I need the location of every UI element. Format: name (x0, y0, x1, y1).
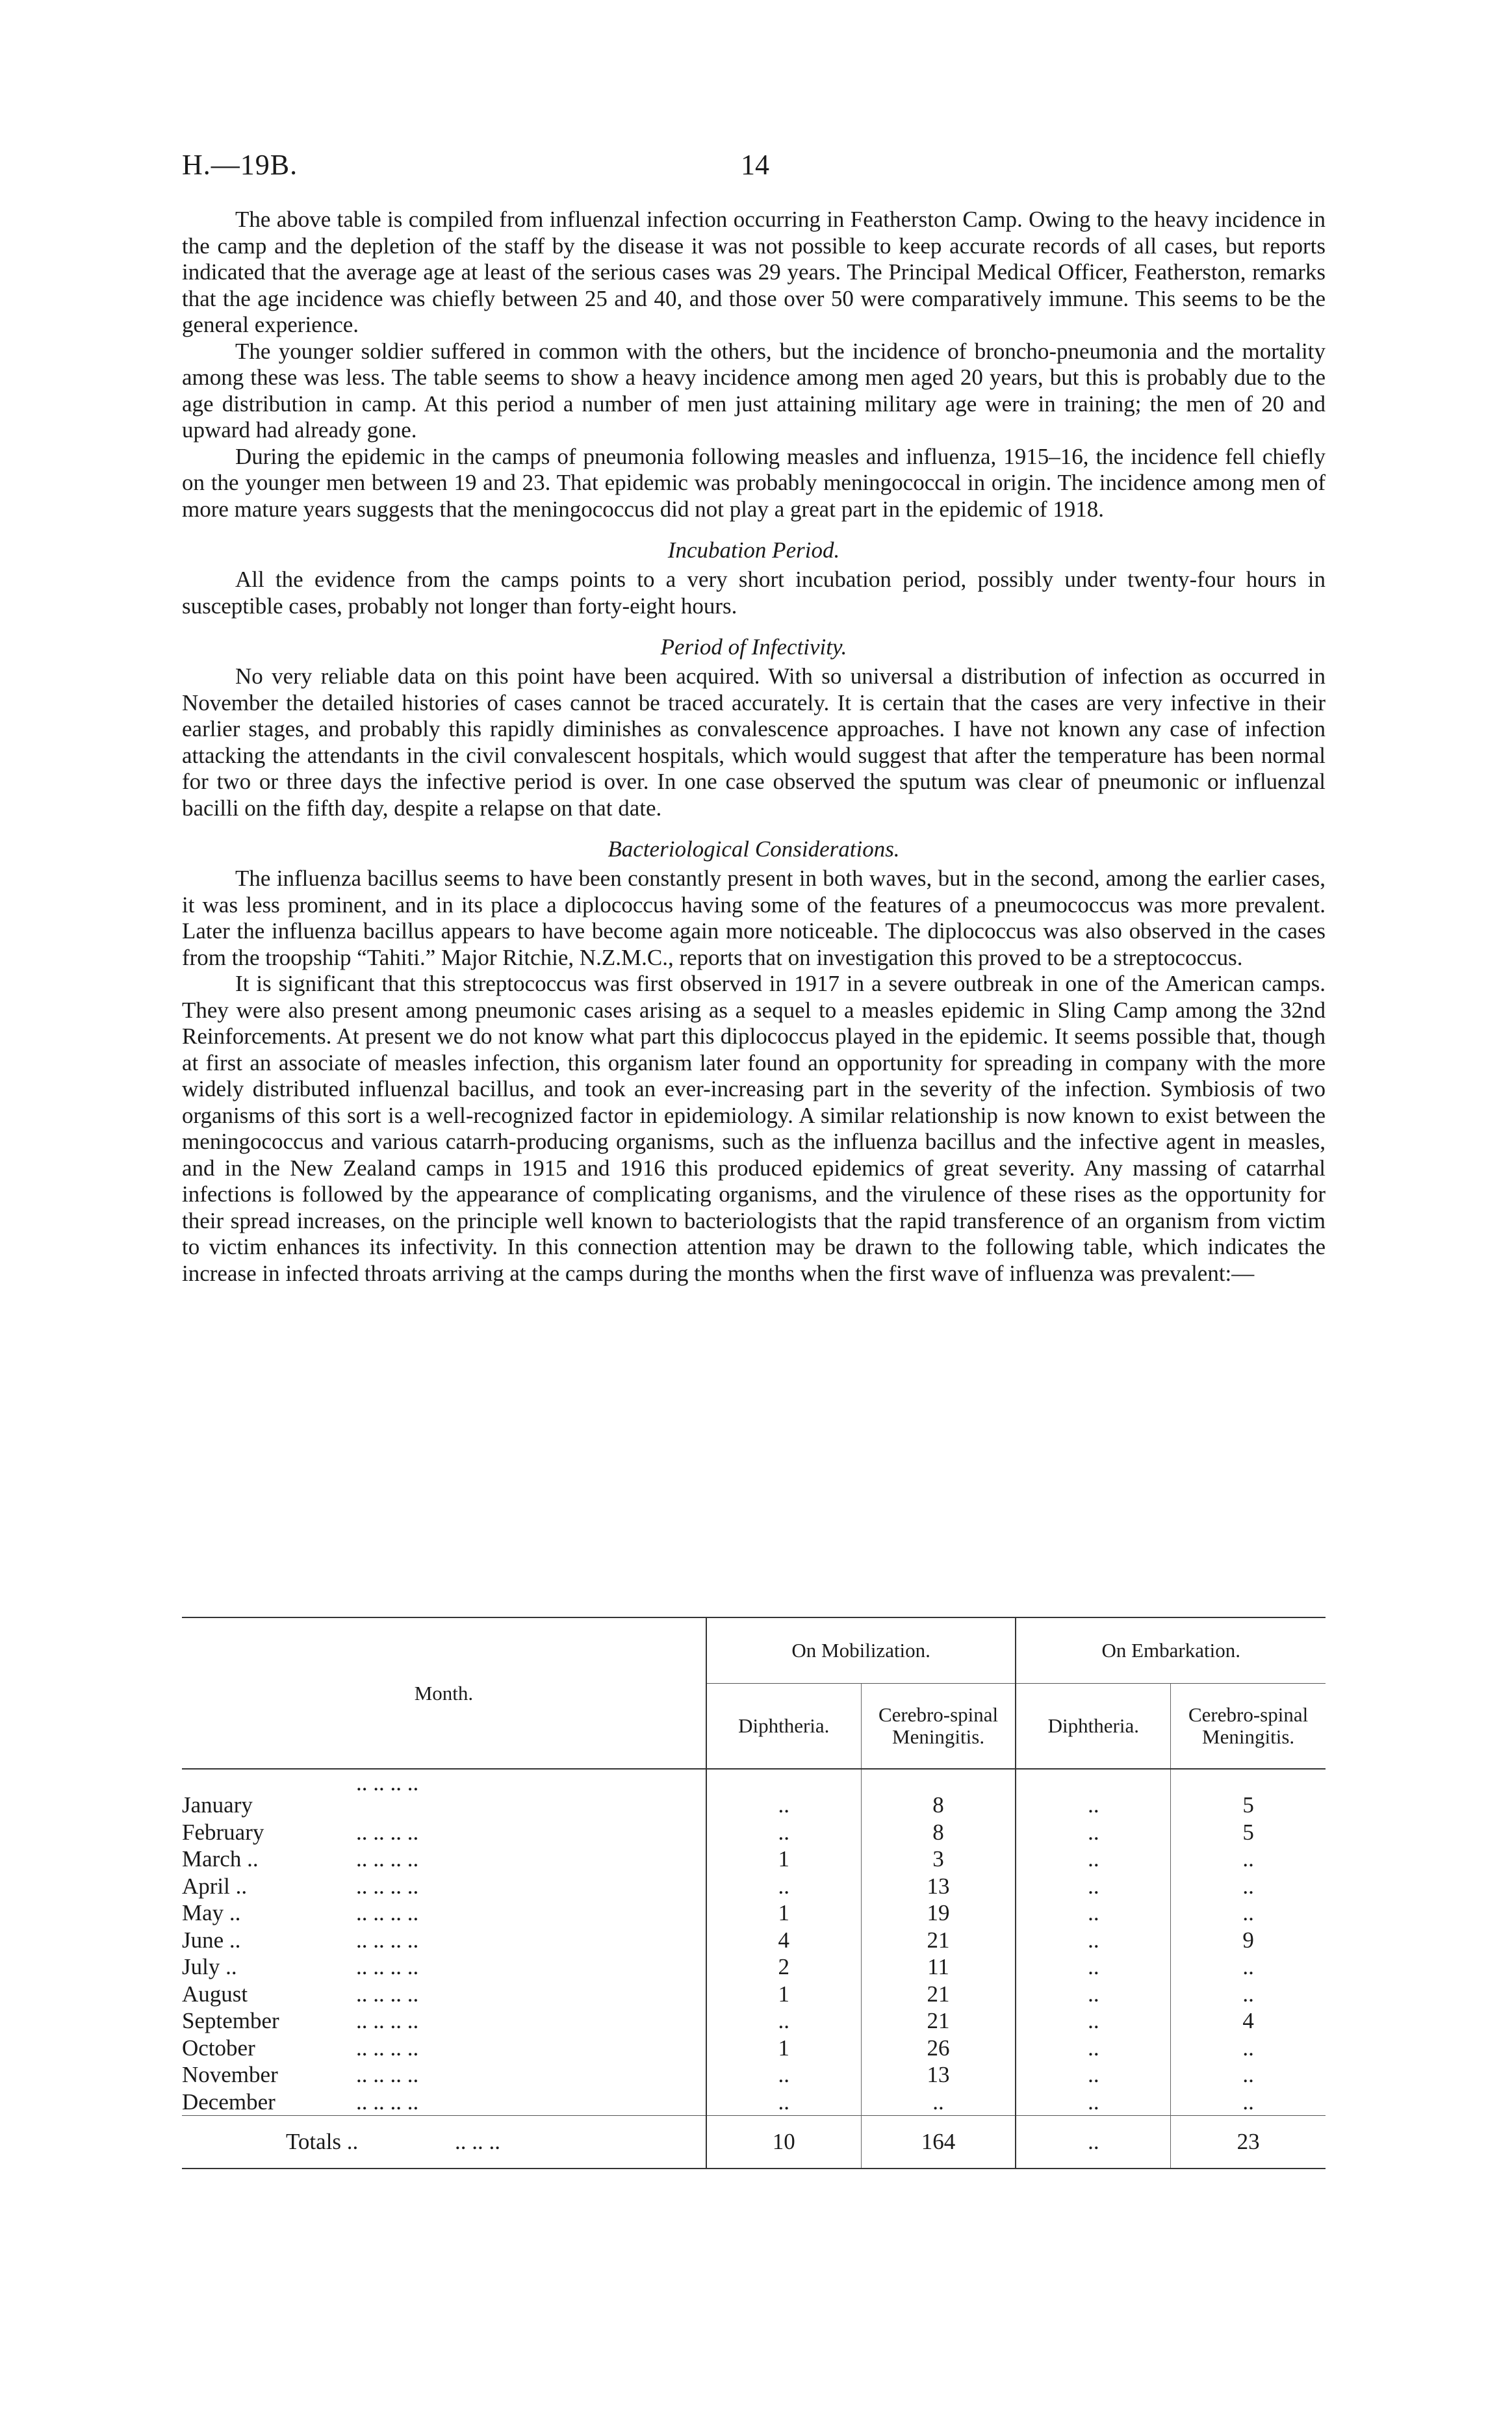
table-row (182, 2035, 1326, 2062)
dot-leader: .. .. .. .. (356, 2008, 419, 2033)
month-label: October (182, 2035, 255, 2061)
embarkation-csm-total: 23 (1171, 2116, 1326, 2169)
totals-label: Totals .. (286, 2129, 359, 2154)
table-row (182, 1769, 1326, 1819)
mobilization-diphtheria-total: 10 (706, 2116, 861, 2169)
statistics-table (182, 1617, 1326, 2169)
paragraph: The younger soldier suffered in common with the others, but the incidence of broncho-pneumonia and the mortality among these was less. The table seems to show a heavy incidence among men aged 20 years, but this is probably due to the age distribution in camp. At this period a number of men just attaining military age were in training; the men of 20 and upward had already gone. (182, 338, 1326, 443)
mobilization-csm-cell: 8 (861, 1819, 1016, 1846)
dot-leader: .. .. .. .. (356, 1927, 419, 1953)
paragraph: The influenza bacillus seems to have been constantly present in both waves, but in the second, among the earlier cases, it was less prominent, and in its place a diplococcus having some of the features of a pneumococcus was more prevalent. Later the influenza bacillus appears to have become again more noticeable. The diplococcus was also observed in the cases from the troopship “Tahiti.” Major Ritchie, N.Z.M.C., reports that on investigation this proved to be a streptococcus. (182, 866, 1326, 970)
dot-leader: .. .. .. .. (356, 2035, 419, 2061)
month-label: April .. (182, 1873, 248, 1899)
embarkation-diphtheria-cell: .. (1016, 1819, 1170, 1846)
infected-throats-table (182, 1617, 1326, 2169)
section-heading-infectivity: Period of Infectivity. (660, 634, 847, 660)
embarkation-csm-cell: 4 (1171, 2007, 1326, 2035)
embarkation-diphtheria-total: .. (1016, 2116, 1170, 2169)
mobilization-diphtheria-cell: 1 (706, 2035, 861, 2062)
mobilization-diphtheria-cell: 1 (706, 1981, 861, 2008)
mobilization-diphtheria-cell: 2 (706, 1953, 861, 1981)
mobilization-csm-cell: 8 (861, 1769, 1016, 1819)
month-column-header: Month. (414, 1681, 474, 1705)
body-text (182, 207, 1326, 1287)
month-label: November (182, 2062, 278, 2087)
page-number: 14 (741, 149, 769, 181)
mobilization-diphtheria-cell: 1 (706, 1899, 861, 1927)
dot-leader: .. .. .. .. (356, 1819, 419, 1845)
embarkation-csm-cell: 5 (1171, 1819, 1326, 1846)
mobilization-csm-cell: 3 (861, 1846, 1016, 1873)
embarkation-diphtheria-cell: .. (1016, 1769, 1170, 1819)
mobilization-csm-cell: 19 (861, 1899, 1016, 1927)
embarkation-diphtheria-cell: .. (1016, 1846, 1170, 1873)
mobilization-csm-cell: 21 (861, 2007, 1016, 2035)
mobilization-csm-cell: 26 (861, 2035, 1016, 2062)
month-label: December (182, 2089, 275, 2115)
table-row (182, 1873, 1326, 1900)
paragraph: It is significant that this streptococcus was first observed in 1917 in a severe outbreak in one of the American camps. They were also present among pneumonic cases arising as a sequel to a measles epidemic in Sling Camp among the 32nd Reinforcements. At present we do not know what part this diplococcus played in the epidemic. It seems possible that, though at first an associate of measles infection, this organism later found an opportunity for spreading in company with the more widely distributed influenzal bacillus, and took an ever-increasing part in the severity of the infection. Symbiosis of two organisms of this sort is a well-recognized factor in epidemiology. A similar relationship is now known to exist between the meningococcus and various catarrh-producing organisms, such as the influenza bacillus and the infective agent in measles, and in the New Zealand camps in 1915 and 1916 this produced epidemics of great severity. Any massing of catarrhal infections is followed by the appearance of complicating organisms, and the virulence of these rises as the opportunity for their spread increases, on the principle well known to bacteriologists that the rapid transference of an organism from victim to victim enhances its infectivity. In this connection attention may be drawn to the following table, which indicates the increase in infected throats arriving at the camps during the months when the first wave of influenza was prevalent:— (182, 971, 1326, 1286)
dot-leader: .. .. .. .. (356, 1873, 419, 1899)
embarkation-csm-cell: .. (1171, 1899, 1326, 1927)
page-header (182, 148, 1326, 187)
totals-row (182, 2116, 1326, 2169)
table-row (182, 1981, 1326, 2008)
mobilization-csm-header: Cerebro-spinal Meningitis. (861, 1684, 1016, 1770)
table-row (182, 1819, 1326, 1846)
month-label: July .. (182, 1954, 237, 1979)
embarkation-diphtheria-cell: .. (1016, 1927, 1170, 1954)
embarkation-csm-cell: .. (1171, 1953, 1326, 1981)
month-label: March .. (182, 1846, 259, 1872)
table-row (182, 2089, 1326, 2116)
dot-leader: .. .. .. .. (356, 1846, 419, 1872)
month-label: June .. (182, 1927, 241, 1953)
month-label: January (182, 1792, 253, 1818)
table-row (182, 2061, 1326, 2089)
embarkation-diphtheria-cell: .. (1016, 1981, 1170, 2008)
embarkation-csm-cell: .. (1171, 2089, 1326, 2116)
paragraph: The above table is compiled from influenzal infection occurring in Featherston Camp. Owing to the heavy incidence in the camp and the depletion of the staff by the disease it was not possible to keep accurate records of all cases, but reports indicated that the average age at least of the serious cases was 29 years. The Principal Medical Officer, Featherston, remarks that the age incidence was chiefly between 25 and 40, and those over 50 were comparatively immune. This seems to be the general experience. (182, 207, 1326, 337)
mobilization-group-header: On Mobilization. (706, 1617, 1016, 1684)
embarkation-csm-cell: .. (1171, 2035, 1326, 2062)
embarkation-diphtheria-header: Diphtheria. (1016, 1684, 1170, 1770)
table-row (182, 1927, 1326, 1954)
embarkation-csm-cell: 9 (1171, 1927, 1326, 1954)
embarkation-csm-cell: .. (1171, 1873, 1326, 1900)
table-row (182, 2007, 1326, 2035)
mobilization-diphtheria-cell: .. (706, 1873, 861, 1900)
mobilization-csm-cell: 21 (861, 1927, 1016, 1954)
embarkation-csm-cell: .. (1171, 2061, 1326, 2089)
mobilization-diphtheria-cell: 1 (706, 1846, 861, 1873)
month-label: May .. (182, 1900, 241, 1925)
mobilization-csm-cell: 13 (861, 2061, 1016, 2089)
embarkation-csm-cell: .. (1171, 1981, 1326, 2008)
dot-leader: .. .. .. .. (356, 1770, 419, 1796)
mobilization-diphtheria-cell: .. (706, 2089, 861, 2116)
dot-leader: .. .. .. .. (356, 1900, 419, 1925)
embarkation-csm-header: Cerebro-spinal Meningitis. (1171, 1684, 1326, 1770)
mobilization-csm-total: 164 (861, 2116, 1016, 2169)
document-reference: H.—19B. (182, 149, 298, 181)
paragraph: No very reliable data on this point have been acquired. With so universal a distribution of infection as occurred in November the detailed histories of cases cannot be traced accurately. It is certain that the cases are very infective in their earlier stages, and probably this rapidly diminishes as convalescence approaches. I have not known any case of infection attacking the attendants in the civil convalescent hospitals, which would suggest that after the temperature has been normal for two or three days the infective period is over. In one case observed the sputum was clear of pneumonic or influenzal bacilli on the fifth day, despite a relapse on that date. (182, 663, 1326, 821)
month-label: February (182, 1819, 264, 1845)
mobilization-diphtheria-cell: .. (706, 1819, 861, 1846)
embarkation-diphtheria-cell: .. (1016, 2089, 1170, 2116)
section-heading-bacteriological: Bacteriological Considerations. (608, 836, 900, 862)
dot-leader: .. .. .. .. (356, 1954, 419, 1979)
mobilization-diphtheria-cell: .. (706, 1769, 861, 1819)
month-label: September (182, 2008, 279, 2033)
embarkation-group-header: On Embarkation. (1016, 1617, 1326, 1684)
paragraph: During the epidemic in the camps of pneumonia following measles and influenza, 1915–16, the incidence fell chiefly on the younger men between 19 and 23. That epidemic was probably meningococcal in origin. The incidence among men of more mature years suggests that the meningococcus did not play a great part in the epidemic of 1918. (182, 443, 1326, 522)
month-label: August (182, 1981, 248, 2007)
mobilization-csm-cell: .. (861, 2089, 1016, 2116)
embarkation-csm-cell: .. (1171, 1846, 1326, 1873)
embarkation-csm-cell: 5 (1171, 1769, 1326, 1819)
table-row (182, 1846, 1326, 1873)
table-row (182, 1953, 1326, 1981)
mobilization-csm-cell: 13 (861, 1873, 1016, 1900)
embarkation-diphtheria-cell: .. (1016, 2061, 1170, 2089)
embarkation-diphtheria-cell: .. (1016, 2035, 1170, 2062)
mobilization-diphtheria-cell: 4 (706, 1927, 861, 1954)
paragraph: All the evidence from the camps points to a very short incubation period, possibly under twenty-four hours in susceptible cases, probably not longer than forty-eight hours. (182, 567, 1326, 619)
embarkation-diphtheria-cell: .. (1016, 1873, 1170, 1900)
section-heading-incubation: Incubation Period. (667, 537, 840, 563)
mobilization-diphtheria-cell: .. (706, 2007, 861, 2035)
embarkation-diphtheria-cell: .. (1016, 1899, 1170, 1927)
embarkation-diphtheria-cell: .. (1016, 1953, 1170, 1981)
dot-leader: .. .. .. .. (356, 1981, 419, 2007)
mobilization-csm-cell: 21 (861, 1981, 1016, 2008)
dot-leader: .. .. .. (455, 2129, 500, 2154)
embarkation-diphtheria-cell: .. (1016, 2007, 1170, 2035)
mobilization-csm-cell: 11 (861, 1953, 1016, 1981)
table-row (182, 1899, 1326, 1927)
dot-leader: .. .. .. .. (356, 2089, 419, 2115)
mobilization-diphtheria-header: Diphtheria. (706, 1684, 861, 1770)
mobilization-diphtheria-cell: .. (706, 2061, 861, 2089)
dot-leader: .. .. .. .. (356, 2062, 419, 2087)
